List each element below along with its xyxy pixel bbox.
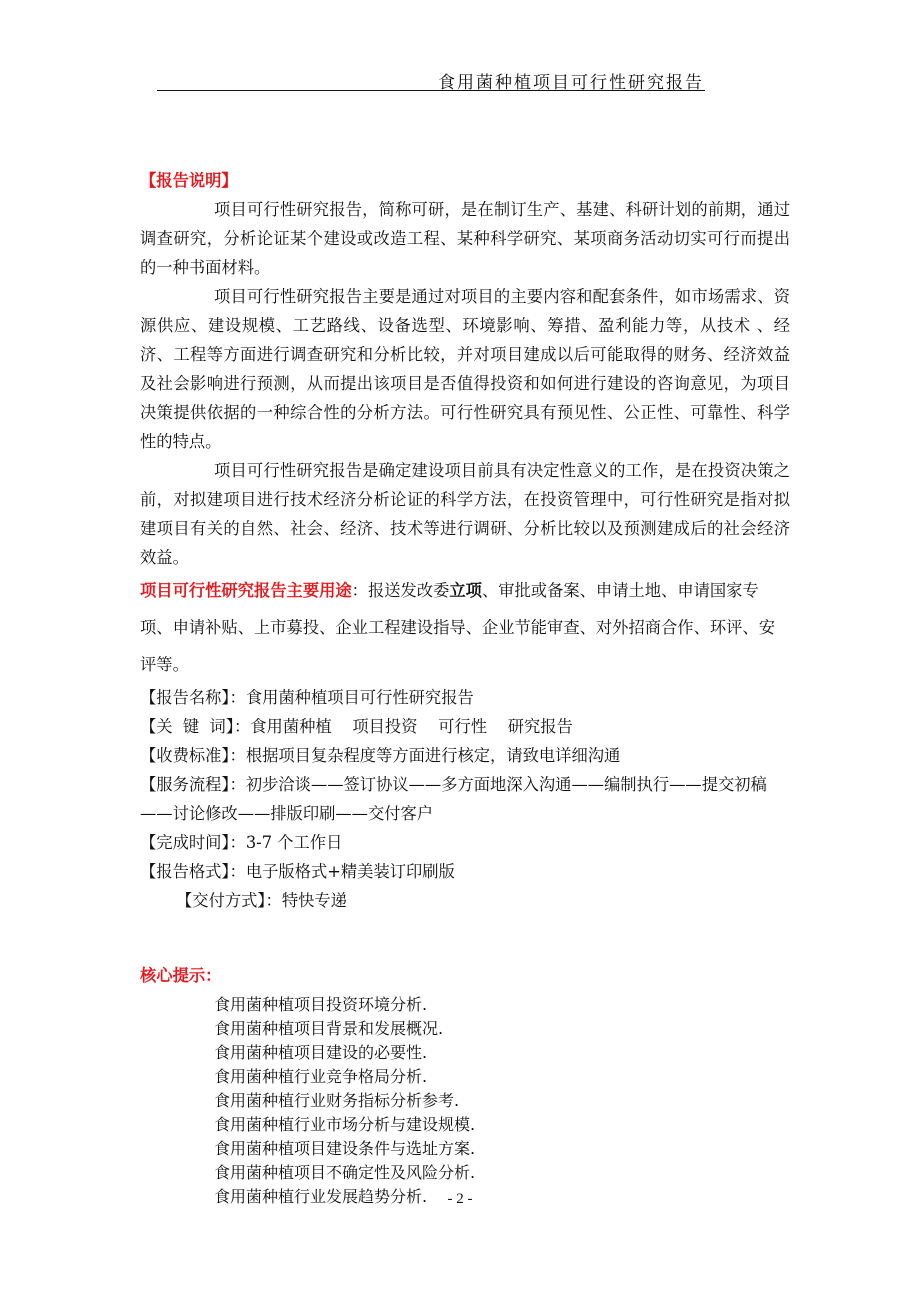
list-item: 食用菌种植项目建设条件与选址方案. bbox=[214, 1139, 476, 1158]
info-value: 初步洽谈——签订协议——多方面地深入沟通——编制执行——提交初稿——讨论修改——排版印刷——交付客户 bbox=[140, 775, 767, 823]
usage-bold-word: 立项 bbox=[449, 581, 482, 600]
usage-text-before: ：报送发改委 bbox=[351, 581, 450, 600]
info-process bbox=[140, 770, 790, 828]
info-value: 根据项目复杂程度等方面进行核定，请致电详细沟通 bbox=[245, 746, 621, 765]
info-label: 【报告名称】： bbox=[140, 688, 246, 707]
info-fee bbox=[140, 741, 790, 770]
list-item: 食用菌种植项目不确定性及风险分析. bbox=[214, 1163, 476, 1182]
usage-paragraph bbox=[140, 572, 790, 683]
info-value: 食用菌种植项目可行性研究报告 bbox=[245, 688, 474, 707]
info-label: 【服务流程】： bbox=[140, 775, 246, 794]
intro-title: 【报告说明】 bbox=[140, 171, 238, 190]
spacer bbox=[140, 915, 790, 959]
list-item: 食用菌种植行业发展趋势分析. bbox=[214, 1187, 428, 1206]
intro-paragraph-2: 项目可行性研究报告主要是通过对项目的主要内容和配套条件，如市场需求、资源供应、建设规模、工艺路线、设备选型、环境影响、筹措、盈利能力等，从技术 、经济、工程等方面进行调查研究和分析比较，并对项目建成以后可能取得的财务、经济效益及社会影响进行预测，从而提出该项目是否值得投资和如何进行建设的咨询意见，为项目决策提供依据的一种综合性的分析方法。可行性研究具有预见性、公正性、可靠性、科学性的特点。 bbox=[140, 287, 790, 451]
core-list bbox=[140, 993, 790, 1209]
info-label: 【报告格式】： bbox=[140, 862, 246, 881]
header-divider bbox=[157, 90, 705, 91]
info-delivery bbox=[140, 886, 790, 915]
info-keywords bbox=[140, 712, 790, 741]
page-number: - 2 - bbox=[447, 1191, 473, 1207]
document-body bbox=[140, 166, 790, 1209]
intro-paragraph-1: 项目可行性研究报告，简称可研，是在制订生产、基建、科研计划的前期，通过调查研究，分析论证某个建设或改造工程、某种科学研究、某项商务活动切实可行而提出的一种书面材料。 bbox=[140, 200, 790, 277]
info-value: 电子版格式+精美装订印刷版 bbox=[245, 862, 455, 881]
info-format bbox=[140, 857, 790, 886]
list-item: 食用菌种植项目背景和发展概况. bbox=[214, 1019, 444, 1038]
info-label: 【完成时间】： bbox=[140, 833, 246, 852]
info-value: 3-7 个工作日 bbox=[245, 833, 343, 852]
info-report-name bbox=[140, 683, 790, 712]
core-title: 核心提示： bbox=[140, 966, 222, 985]
list-item: 食用菌种植行业财务指标分析参考. bbox=[214, 1091, 460, 1110]
list-item: 食用菌种植项目建设的必要性. bbox=[214, 1043, 428, 1062]
usage-label: 项目可行性研究报告主要用途 bbox=[140, 581, 352, 600]
list-item: 食用菌种植行业市场分析与建设规模. bbox=[214, 1115, 476, 1134]
info-label: 【关 键 词】： bbox=[140, 717, 251, 736]
info-label: 【收费标准】： bbox=[140, 746, 246, 765]
intro-paragraph-3: 项目可行性研究报告是确定建设项目前具有决定性意义的工作，是在投资决策之前，对拟建项目进行技术经济分析论证的科学方法，在投资管理中，可行性研究是指对拟建项目有关的自然、社会、经济、技术等进行调研、分析比较以及预测建成后的社会经济效益。 bbox=[140, 461, 790, 567]
info-label: 【交付方式】： bbox=[176, 891, 282, 910]
usage-text-after: 、审批或备案、申请土地、申请国家专项、申请补贴、上市募投、企业工程建设指导、企业节能审查、对外招商合作、环评、安评等。 bbox=[140, 581, 775, 674]
list-item: 食用菌种植项目投资环境分析. bbox=[214, 995, 428, 1014]
list-item: 食用菌种植行业竞争格局分析. bbox=[214, 1067, 428, 1086]
info-value: 食用菌种植 项目投资 可行性 研究报告 bbox=[250, 717, 573, 736]
header-title: 食用菌种植项目可行性研究报告 bbox=[438, 73, 704, 93]
info-value: 特快专递 bbox=[281, 891, 347, 910]
info-time bbox=[140, 828, 790, 857]
